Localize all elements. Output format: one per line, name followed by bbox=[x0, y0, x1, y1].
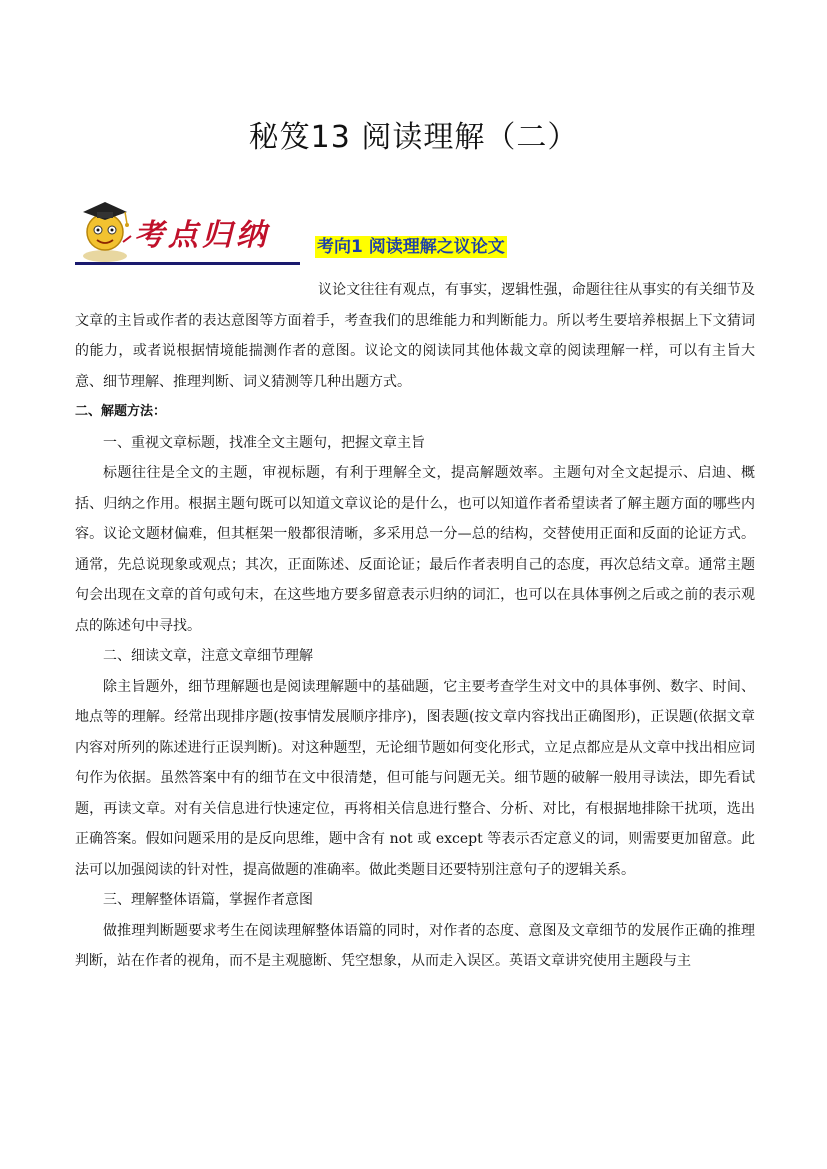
method-3-body: 做推理判断题要求考生在阅读理解整体语篇的同时，对作者的态度、意图及文章细节的发展作正确的推理判断，站在作者的视角，而不是主观臆断、凭空想象，从而走入误区。英语文章讲究使用主题段与主 bbox=[75, 922, 755, 969]
method-1-title: 一、重视文章标题，找准全文主题句，把握文章主旨 bbox=[103, 434, 425, 451]
intro-paragraph: 议论文往往有观点，有事实，逻辑性强，命题往往从事实的有关细节及文章的主旨或作者的表达意图等方面着手，考查我们的思维能力和判断能力。所以考生要培养根据上下文猜词的能力，或者说根据情境能揣测作者的意图。议论文的阅读同其他体裁文章的阅读理解一样，可以有主旨大意、细节理解、推理判断、词义猜测等几种出题方式。 bbox=[75, 282, 755, 390]
page-title: 秘笈13 阅读理解（二） bbox=[248, 120, 579, 155]
method-3-title: 三、理解整体语篇，掌握作者意图 bbox=[103, 892, 313, 908]
banner-label: 考点归纳 bbox=[134, 218, 270, 253]
method-heading: 二、解题方法： bbox=[75, 404, 167, 419]
method-2-body: 除主旨题外，细节理解题也是阅读理解题中的基础题，它主要考查学生对文中的具体事例、数字、时间、地点等的理解。经常出现排序题(按事情发展顺序排序)，图表题(按文章内容找出正确图形)，正误题(依据文章内容对所列的陈述进行正误判断)。对这种题型，无论细节题如何变化形式，立足点都应是从文章中找出相应词句作为依据。虽然答案中有的细节在文中很清楚，但可能与问题无关。细节题的破解一般用寻读法，即先看试题，再读文章。对有关信息进行快速定位，再将相关信息进行整合、分析、对比，有根据地排除干扰项，选出正确答案。假如问题采用的是反向思维，题中含有 not 或 except 等表示否定意义的词，则需要更加留意。此法可以加强阅读的针对性，提高做题的准确率。做此类题目还要特别注意句子的逻辑关系。 bbox=[75, 678, 755, 878]
method-1-body: 标题往往是全文的主题，审视标题，有利于理解全文，提高解题效率。主题句对全文起提示、启迪、概括、归纳之作用。根据主题句既可以知道文章议论的是什么，也可以知道作者希望读者了解主题方面的哪些内容。议论文题材偏难，但其框架一般都很清晰，多采用总一分—总的结构，交替使用正面和反面的论证方式。通常，先总说现象或观点；其次，正面陈述、反面论证；最后作者表明自己的态度，再次总结文章。通常主题句会出现在文章的首句或句末，在这些地方要多留意表示归纳的词汇，也可以在具体事例之后或之前的表示观点的陈述句中寻找。 bbox=[75, 465, 755, 634]
method-2-title: 二、细读文章，注意文章细节理解 bbox=[103, 648, 313, 664]
article-body bbox=[75, 275, 755, 977]
banner-underline bbox=[75, 262, 300, 265]
section-tag: 考向1 阅读理解之议论文 bbox=[317, 237, 505, 257]
graduate-cap-mascot-icon bbox=[83, 202, 131, 262]
